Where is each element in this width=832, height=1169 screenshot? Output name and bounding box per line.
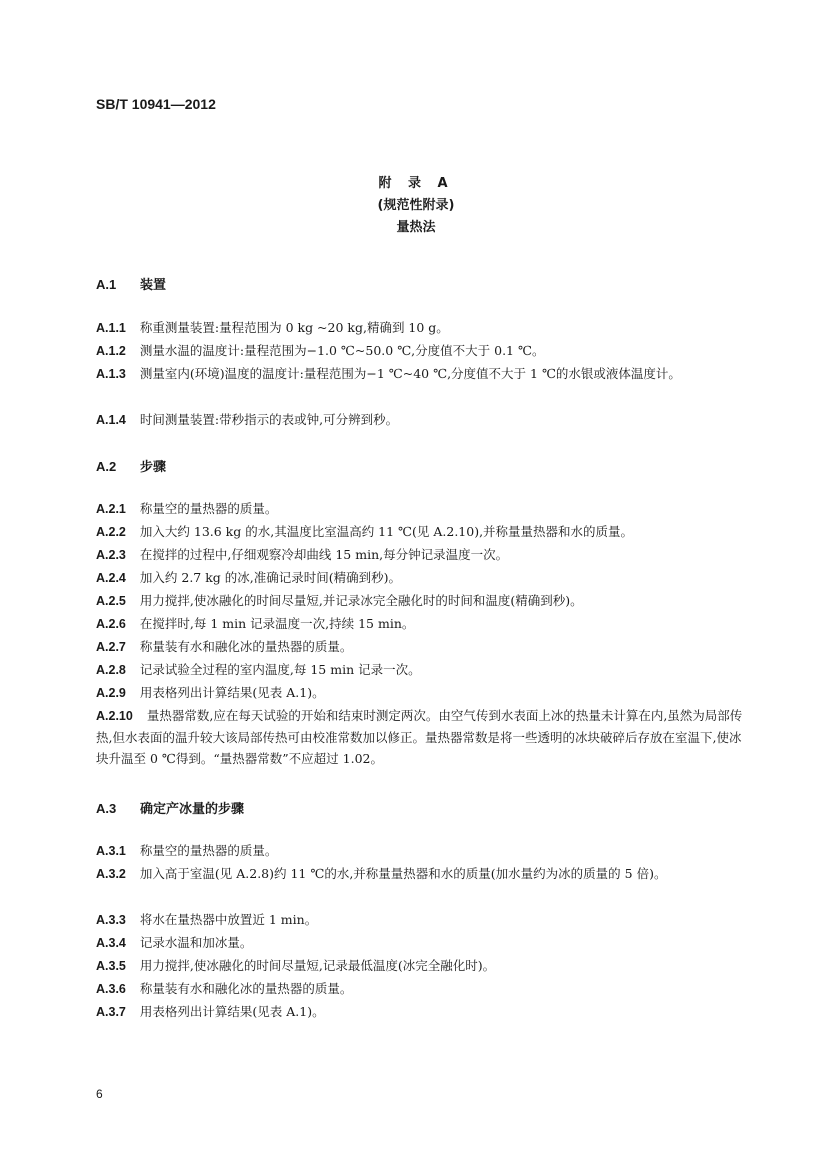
clause-number: A.2.10	[96, 709, 133, 723]
clause-number: A.3.5	[96, 959, 126, 973]
clause-text: 用力搅拌,使冰融化的时间尽量短,记录最低温度(冰完全融化时)。	[139, 958, 496, 973]
clause-number: A.2.6	[96, 617, 126, 631]
clause-number: A.3.6	[96, 982, 126, 996]
clause-number: A.3.4	[96, 936, 126, 950]
clause-text: 称量空的量热器的质量。	[139, 843, 278, 858]
clause-a3-6	[96, 978, 746, 1000]
appendix-label: 附 录 A	[378, 176, 454, 191]
clause-a1-1	[96, 317, 746, 339]
clause-text: 加入大约 13.6 kg 的水,其温度比室温高约 11 ℃(见 A.2.10),并称量量热器和水的质量。	[139, 524, 634, 539]
section-a2-heading	[96, 456, 166, 475]
clause-text: 用表格列出计算结果(见表 A.1)。	[139, 1004, 325, 1019]
clause-number: A.2.4	[96, 571, 126, 585]
clause-a3-5	[96, 955, 746, 977]
clause-a2-4	[96, 567, 746, 589]
clause-a2-1	[96, 498, 746, 520]
appendix-heading	[0, 173, 832, 239]
clause-text: 记录水温和加冰量。	[139, 935, 253, 950]
clause-a2-7	[96, 636, 746, 658]
clause-number: A.2.2	[96, 525, 126, 539]
section-title: 步骤	[140, 460, 167, 475]
clause-text: 将水在量热器中放置近 1 min。	[139, 912, 318, 927]
clause-number: A.3.2	[96, 867, 126, 881]
clause-text: 测量室内(环境)温度的温度计:量程范围为−1 ℃~40 ℃,分度值不大于 1 ℃的水银或液体温度计。	[139, 366, 681, 381]
clause-a3-1	[96, 840, 746, 862]
section-number: A.2	[96, 459, 117, 474]
clause-a2-8	[96, 659, 746, 681]
clause-number: A.1.3	[96, 367, 126, 381]
clause-text: 时间测量装置:带秒指示的表或钟,可分辨到秒。	[139, 412, 399, 427]
clause-a3-2	[96, 863, 746, 885]
clause-a2-10	[96, 705, 746, 769]
clause-a2-9	[96, 682, 746, 704]
clause-number: A.2.7	[96, 640, 126, 654]
clause-number: A.3.7	[96, 1005, 126, 1019]
clause-text: 在搅拌时,每 1 min 记录温度一次,持续 15 min。	[139, 616, 415, 631]
clause-number: A.2.8	[96, 663, 126, 677]
clause-text: 测量水温的温度计:量程范围为−1.0 ℃~50.0 ℃,分度值不大于 0.1 ℃。	[139, 343, 545, 358]
section-number: A.1	[96, 277, 117, 292]
clause-text: 在搅拌的过程中,仔细观察冷却曲线 15 min,每分钟记录温度一次。	[139, 547, 509, 562]
clause-number: A.2.5	[96, 594, 126, 608]
clause-a2-6	[96, 613, 746, 635]
clause-text: 称量空的量热器的质量。	[139, 501, 278, 516]
clause-a1-4	[96, 409, 746, 431]
clause-a2-3	[96, 544, 746, 566]
clause-text: 称量装有水和融化冰的量热器的质量。	[139, 981, 353, 996]
clause-text: 称重测量装置:量程范围为 0 kg ~20 kg,精确到 10 g。	[139, 320, 449, 335]
clause-number: A.2.1	[96, 502, 126, 516]
clause-text: 用表格列出计算结果(见表 A.1)。	[139, 685, 325, 700]
section-title: 装置	[140, 278, 167, 293]
page-number: 6	[96, 1087, 103, 1101]
clause-a1-3	[96, 363, 746, 385]
clause-text: 称量装有水和融化冰的量热器的质量。	[139, 639, 353, 654]
section-number: A.3	[96, 801, 117, 816]
clause-text: 加入高于室温(见 A.2.8)约 11 ℃的水,并称量量热器和水的质量(加水量约为冰的质量的 5 倍)。	[139, 866, 667, 881]
clause-text: 记录试验全过程的室内温度,每 15 min 记录一次。	[139, 662, 421, 677]
clause-a1-2	[96, 340, 746, 362]
clause-a3-4	[96, 932, 746, 954]
section-a1-heading	[96, 274, 166, 293]
clause-text: 加入约 2.7 kg 的冰,准确记录时间(精确到秒)。	[139, 570, 401, 585]
clause-number: A.3.3	[96, 913, 126, 927]
clause-number: A.1.1	[96, 321, 126, 335]
clause-number: A.1.4	[96, 413, 126, 427]
section-title: 确定产冰量的步骤	[140, 802, 245, 817]
clause-number: A.3.1	[96, 844, 126, 858]
clause-number: A.2.3	[96, 548, 126, 562]
clause-a3-3	[96, 909, 746, 931]
clause-a3-7	[96, 1001, 746, 1023]
clause-a2-2	[96, 521, 746, 543]
appendix-type: (规范性附录)	[377, 198, 455, 213]
standard-code: SB/T 10941—2012	[96, 96, 216, 112]
clause-number: A.1.2	[96, 344, 126, 358]
clause-text: 用力搅拌,使冰融化的时间尽量短,并记录冰完全融化时的时间和温度(精确到秒)。	[139, 593, 583, 608]
clause-text: 量热器常数,应在每天试验的开始和结束时测定两次。由空气传到水表面上冰的热量未计算在内,虽然为局部传热,但水表面的温升较大该局部传热可由校准常数加以修正。量热器常数是将一些透明的冰块破碎后存放在室温下,使冰块升温至 0 ℃得到。“量热器常数”不应超过 1.02。	[96, 708, 743, 766]
clause-a2-5	[96, 590, 746, 612]
appendix-title: 量热法	[396, 220, 436, 235]
clause-number: A.2.9	[96, 686, 126, 700]
section-a3-heading	[96, 798, 244, 817]
